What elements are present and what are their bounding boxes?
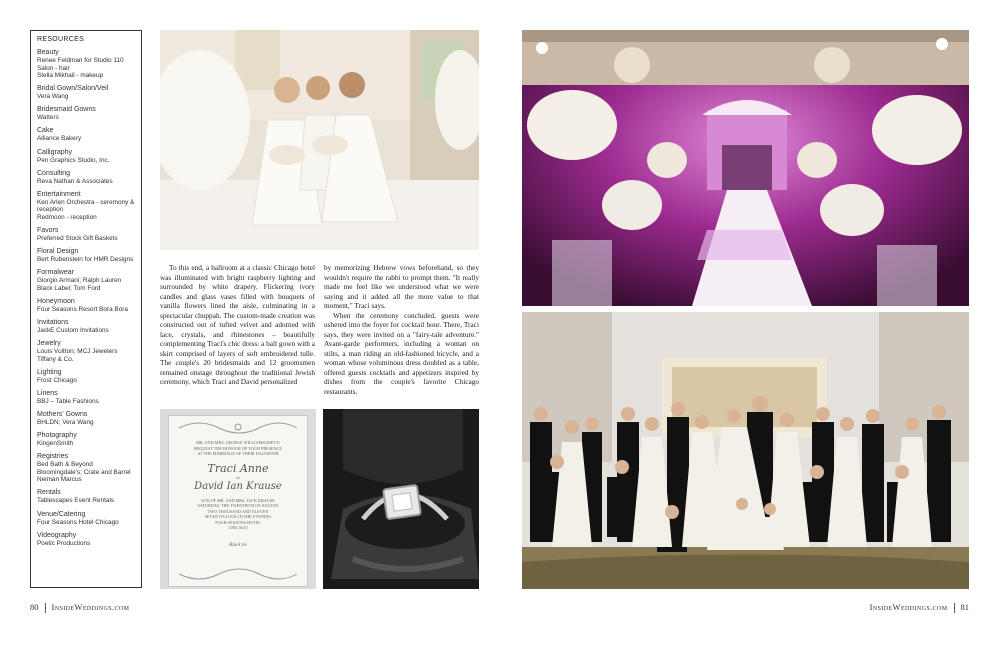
resource-vendor: Bloomingdale's; Crate and Barrel bbox=[37, 468, 131, 476]
resource-category-name: Invitations bbox=[37, 319, 69, 326]
invitation-line: SON OF MR. AND MRS. JACK KRAUSE bbox=[201, 497, 275, 503]
footer-left bbox=[30, 602, 129, 613]
invitation-line: AT THE MARRIAGE OF THEIR DAUGHTER bbox=[197, 451, 279, 456]
resource-category-name: Bridal Gown/Salon/Veil bbox=[37, 85, 109, 93]
flower-girls-photo bbox=[160, 30, 479, 250]
resource-vendor: Bed Bath & Beyond bbox=[37, 461, 93, 469]
resource-category bbox=[37, 532, 135, 548]
resource-category bbox=[37, 227, 135, 243]
footer-divider bbox=[954, 603, 955, 613]
resource-category-name: Calligraphy bbox=[37, 148, 73, 156]
resource-vendor: Tablescapes Event Rentals bbox=[37, 497, 115, 505]
invitation-line: MR. AND MRS. GEORGE WILLIAMSONETTI bbox=[196, 440, 280, 445]
resource-category-name: Favors bbox=[37, 227, 59, 235]
resource-vendor: Renee Feldman for Studio 110 Salon - hair bbox=[37, 57, 124, 72]
resources-box bbox=[30, 30, 142, 588]
flourish-bottom-icon bbox=[169, 568, 307, 584]
resource-vendor: Reva Nathan & Associates bbox=[37, 177, 113, 185]
resource-category bbox=[37, 340, 135, 363]
resource-category bbox=[37, 319, 135, 335]
resources-heading: RESOURCES bbox=[37, 36, 85, 43]
resource-category-name: Honeymoon bbox=[37, 297, 75, 305]
resource-category bbox=[37, 489, 135, 505]
resource-category-name: Lighting bbox=[37, 368, 62, 376]
resource-category-name: Mothers' Gowns bbox=[37, 410, 88, 418]
resource-category-name: Registries bbox=[37, 453, 69, 461]
footer-site-right: InsideWeddings.com bbox=[869, 602, 948, 612]
ring-photo bbox=[323, 409, 479, 589]
invitation-groom-name: David Ian Krause bbox=[194, 480, 282, 492]
resource-category bbox=[37, 127, 135, 143]
resource-vendor: Louis Vuitton; MCJ Jewelers bbox=[37, 348, 118, 356]
resource-category-name: Venue/Catering bbox=[37, 510, 86, 518]
resource-vendor: Ken Arlen Orchestra - ceremony & reception bbox=[37, 198, 135, 214]
invitation-line: CHICAGO bbox=[228, 525, 248, 530]
resource-category bbox=[37, 298, 135, 314]
resource-category-name: Bridesmaid Gowns bbox=[37, 106, 96, 114]
resource-vendor: Pen Graphics Studio, Inc. bbox=[37, 156, 110, 164]
resource-category bbox=[37, 511, 135, 527]
resource-vendor: BHLDN; Vera Wang bbox=[37, 418, 94, 426]
resource-category-name: Jewelry bbox=[37, 340, 61, 348]
resource-category bbox=[37, 269, 135, 292]
resource-category-name: Formalwear bbox=[37, 269, 74, 277]
article-paragraph: by memorizing Hebrew vows beforehand, so they wouldn't require the rabbi to prompt them. "It really made me feel like we understood what we were saying and it added all the more value to that moment," Traci says. bbox=[324, 263, 479, 310]
resource-category bbox=[37, 85, 135, 101]
article-column-1 bbox=[160, 263, 315, 387]
resource-category bbox=[37, 432, 135, 448]
resource-category-name: Cake bbox=[37, 127, 54, 135]
invitation-photo bbox=[160, 409, 316, 589]
resource-vendor: JackE Custom Invitations bbox=[37, 327, 109, 334]
invitation-line: TWO THOUSAND AND ELEVEN bbox=[207, 508, 269, 514]
page-number-left: 80 bbox=[30, 602, 39, 612]
resource-vendor: Redmoon - reception bbox=[37, 213, 97, 221]
resource-vendor: Stella Mikhail - makeup bbox=[37, 72, 104, 80]
resource-category bbox=[37, 390, 135, 406]
resource-vendor: Giorgio Armani; Ralph Lauren Black Label; Tom Ford bbox=[37, 277, 122, 292]
resource-vendor: Alliance Bakery bbox=[37, 135, 82, 143]
article-paragraph: When the ceremony concluded, guests were ushered into the foyer for cocktail hour. There, Traci says, they were invited on a "fairy-tale adventure." Avant-garde performers, including a woman on stilts, a man riding an old-fashioned bicycle, and a woman whose voluminous dress doubled as a table, offered guests cocktails and appetizers inspired by dishes from the couple's favorite Chicago restaurants. bbox=[324, 310, 479, 396]
resource-category-name: Videography bbox=[37, 531, 77, 539]
resource-vendor: Neiman Marcus bbox=[37, 476, 82, 484]
invitation-line: SATURDAY, THE TWENTIETH OF AUGUST bbox=[197, 503, 279, 508]
ceremony-photo bbox=[522, 30, 969, 306]
resource-category-name: Consulting bbox=[37, 169, 71, 177]
invitation-line: Black tie bbox=[229, 542, 247, 548]
resource-category bbox=[37, 369, 135, 385]
resource-vendor: Four Seasons Resort Bora Bora bbox=[37, 305, 128, 313]
resource-vendor: Frost Chicago bbox=[37, 376, 77, 384]
resource-vendor: Vera Wang bbox=[37, 93, 69, 101]
invitation-line: to bbox=[236, 474, 240, 480]
resource-category-name: Linens bbox=[37, 389, 58, 397]
resource-category-name: Photography bbox=[37, 432, 77, 440]
flourish-top-icon bbox=[169, 418, 307, 436]
resource-vendor: Poetic Productions bbox=[37, 539, 91, 547]
resource-category-name: Floral Design bbox=[37, 248, 79, 256]
resource-category bbox=[37, 453, 135, 484]
article-paragraph: To this end, a ballroom at a classic Chicago hotel was illuminated with bright raspberry lighting and surrounded by white drapery. Flickering ivory candles and glass vases filled with bouquets of vanilla flowers lined the aisle, culminating in a spectacular chuppah. The custom-made creation was constructed out of tufted velvet and adorned with lace, crystals, and rhinestones – beautifully complementing Traci's chic dress: a ball gown with a skirt comprised of layers of soft embroidered tulle. The couple's 20 bridesmaids and 12 groomsmen remained onstage throughout the traditional Jewish ceremony, which Traci and David personalized bbox=[160, 263, 315, 386]
resource-vendor: Four Seasons Hotel Chicago bbox=[37, 518, 119, 526]
resource-category bbox=[37, 191, 135, 222]
invitation-line: FOUR SEASONS HOTEL bbox=[215, 519, 261, 525]
resource-category bbox=[37, 49, 135, 80]
invitation-line: SEVEN O'CLOCK IN THE EVENING bbox=[204, 514, 272, 519]
resource-category bbox=[37, 411, 135, 427]
wedding-party-photo bbox=[522, 312, 969, 589]
footer-divider bbox=[45, 603, 46, 613]
invitation-card bbox=[168, 415, 308, 587]
resource-category-name: Beauty bbox=[37, 49, 59, 56]
invitation-bride-name: Traci Anne bbox=[207, 461, 269, 475]
resource-category-name: Entertainment bbox=[37, 190, 81, 198]
resource-vendor: Tiffany & Co. bbox=[37, 355, 74, 363]
resource-vendor: Preferred Stock Gift Baskets bbox=[37, 235, 118, 243]
resource-category bbox=[37, 248, 135, 264]
resource-vendor: Watters bbox=[37, 114, 59, 122]
resource-category bbox=[37, 170, 135, 186]
resource-category bbox=[37, 149, 135, 165]
resource-category-name: Rentals bbox=[37, 489, 61, 497]
footer-right bbox=[870, 602, 969, 613]
resource-vendor: Bert Rubenstein for HMR Designs bbox=[37, 256, 134, 264]
page-number-right: 81 bbox=[960, 602, 969, 612]
resource-vendor: KingenSmith bbox=[37, 440, 74, 448]
resource-category bbox=[37, 106, 135, 122]
resources-list bbox=[37, 49, 135, 547]
resource-vendor: BBJ – Table Fashions bbox=[37, 397, 99, 405]
footer-site-left: InsideWeddings.com bbox=[51, 602, 130, 612]
article-column-2 bbox=[324, 263, 479, 396]
invitation-line: REQUEST THE HONOUR OF YOUR PRESENCE bbox=[194, 445, 282, 451]
